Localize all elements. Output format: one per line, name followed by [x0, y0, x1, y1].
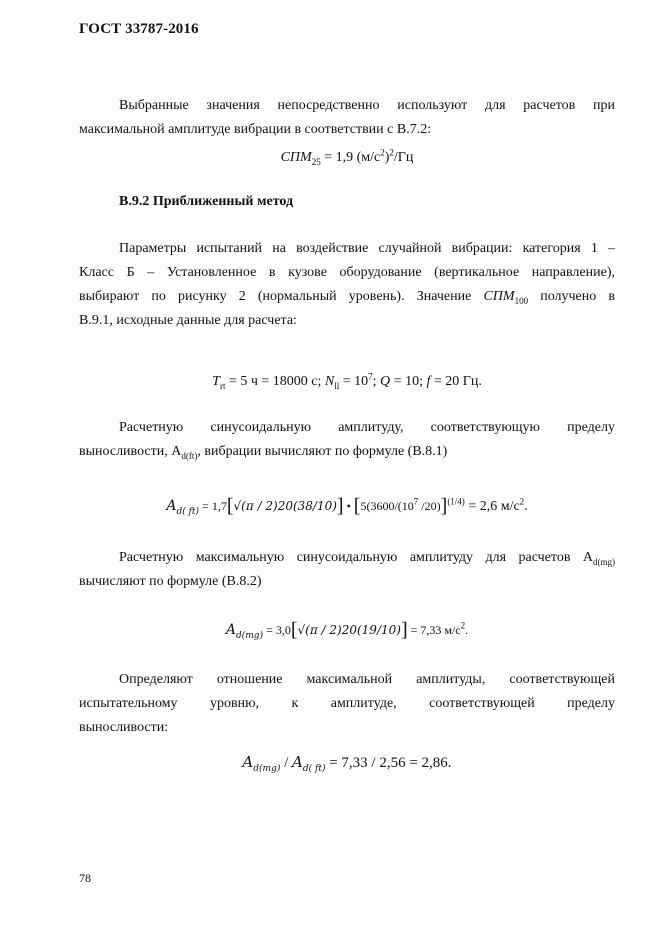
paragraph-text: выносливости, A: [79, 444, 182, 459]
formula-superscript: (1/4): [447, 496, 465, 507]
formula-variable: A: [166, 498, 177, 514]
formula-text: 5(3600/(10: [360, 499, 414, 513]
paragraph-text: , вибрации вычисляют по формуле (В.8.1): [197, 444, 448, 459]
formula-variable: A: [292, 753, 303, 771]
paragraph-text: Определяют отношение максимальной амплитуды, соответствующей: [119, 672, 615, 687]
formula-subscript: d(mg): [593, 556, 615, 567]
formula-text: = 20 Гц.: [430, 374, 482, 389]
formula-superscript: 7: [413, 496, 419, 507]
bracket-open-icon: [: [353, 495, 361, 517]
paragraph-amplitude-ratio: [79, 668, 615, 740]
formula-text: ): [384, 150, 390, 165]
bracket-close-icon: ]: [400, 619, 408, 641]
formula-subscript: 25: [311, 156, 321, 167]
formula-text: .: [524, 499, 528, 514]
formula-unit: /Гц: [393, 150, 414, 165]
paragraph-text: Выбранные значения непосредственно используют для расчетов при: [119, 98, 615, 113]
formula-root: √(π / 2)20(19/10): [297, 623, 401, 637]
formula-operator: •: [343, 499, 354, 513]
document-code-header: ГОСТ 33787-2016: [79, 21, 199, 37]
paragraph-sinus-amplitude: [79, 416, 615, 464]
formula-variable: Q: [380, 374, 391, 389]
formula-subscript: d(mg): [253, 764, 281, 774]
bracket-close-icon: ]: [440, 495, 448, 517]
formula-text: .: [465, 623, 469, 637]
formula-b81-result: [79, 496, 615, 517]
formula-subscript: rt: [219, 380, 226, 391]
formula-variable: T: [212, 374, 220, 389]
formula-variable: A: [242, 753, 254, 771]
formula-result: = 7,33 / 2,56 = 2,86.: [325, 755, 452, 771]
formula-superscript: 2: [389, 147, 394, 158]
formula-psd-25: [79, 148, 615, 168]
formula-input-data: [79, 372, 615, 392]
formula-subscript: d(ft): [181, 450, 198, 461]
paragraph-text: Расчетную максимальную синусоидальную амплитуду для расчетов A: [119, 550, 593, 565]
formula-variable: A: [225, 622, 236, 638]
formula-variable: СПМ: [483, 289, 515, 304]
paragraph-text: Класс Б – Установленное в кузове оборудование (вертикальное направление),: [79, 265, 615, 280]
formula-operator: /: [280, 755, 293, 771]
paragraph-text: испытательному уровню, к амплитуде, соответствующей пределу: [79, 696, 615, 711]
formula-superscript: 2: [460, 620, 466, 631]
formula-subscript: d( ft): [176, 506, 200, 517]
paragraph-text: выбирают по рисунку 2 (нормальный уровень). Значение: [79, 289, 484, 304]
paragraph-text: максимальной амплитуде вибрации в соответствии с В.7.2:: [79, 122, 432, 137]
formula-superscript: 7: [368, 371, 373, 382]
formula-superscript: 2: [380, 147, 385, 158]
formula-text: ;: [372, 374, 381, 389]
paragraph-text: вычисляют по формуле (В.8.2): [79, 574, 262, 589]
section-heading: В.9.2 Приближенный метод: [119, 194, 294, 209]
paragraph-text: В.9.1, исходные данные для расчета:: [79, 313, 297, 328]
formula-result: = 7,33 м/с: [407, 623, 461, 637]
paragraph-text: Расчетную синусоидальную амплитуду, соответствующую пределу: [119, 420, 615, 435]
paragraph-max-amplitude: [79, 546, 615, 594]
formula-text: = 10;: [390, 374, 427, 389]
paragraph-text: получено в: [528, 289, 616, 304]
paragraph-test-parameters: [79, 237, 615, 333]
formula-text: = 1,9 (м/с: [320, 150, 381, 165]
formula-text: = 1,7: [199, 499, 227, 513]
formula-result: = 2,6 м/с: [464, 499, 520, 514]
formula-text: /20): [418, 499, 441, 513]
formula-text: = 10: [339, 374, 369, 389]
formula-ratio-result: [79, 752, 615, 773]
formula-variable: N: [324, 374, 335, 389]
paragraph-text: выносливости:: [79, 720, 169, 735]
formula-subscript: d(mg): [235, 630, 264, 641]
page-number: 78: [79, 871, 91, 885]
formula-text: = 3,0: [263, 623, 291, 637]
formula-subscript: d( ft): [302, 764, 326, 774]
formula-variable: f: [426, 374, 431, 389]
formula-variable: СПМ: [280, 150, 312, 165]
bracket-open-icon: [: [290, 619, 298, 641]
formula-superscript: 2: [519, 496, 525, 507]
formula-subscript: 100: [514, 295, 529, 306]
bracket-open-icon: [: [226, 495, 234, 517]
formula-text: = 5 ч = 18000 с;: [225, 374, 325, 389]
formula-b82-result: [79, 620, 615, 641]
bracket-close-icon: ]: [336, 495, 344, 517]
paragraph-text: Параметры испытаний на воздействие случайной вибрации: категория 1 –: [119, 241, 615, 256]
formula-root: √(π / 2)20(38/10): [233, 499, 337, 513]
formula-subscript: ll: [334, 380, 340, 391]
paragraph-selected-values: [79, 94, 615, 142]
